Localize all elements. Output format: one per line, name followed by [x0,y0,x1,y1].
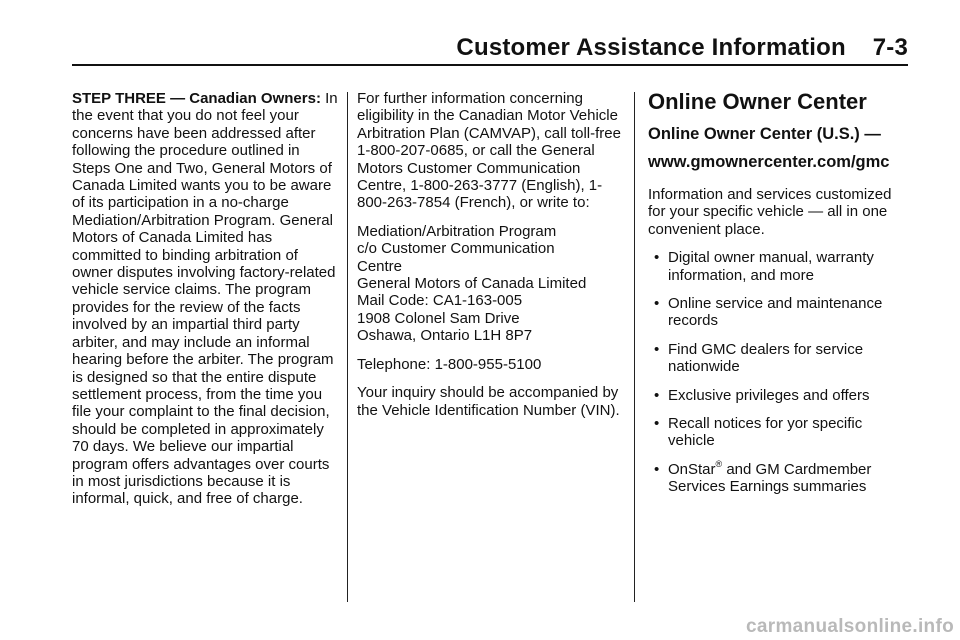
online-owner-center-subheading [648,120,910,176]
address-line: Mail Code: CA1-163-005 [357,292,523,310]
list-item [648,387,910,404]
step-three-lead: STEP THREE — Canadian Owners: [72,90,321,107]
column-left [72,90,342,519]
onstar-text-rest: and GM Cardmember Services Earnings summaries [668,460,872,496]
list-item-text: Online service and maintenance records [668,295,883,330]
list-item [648,415,910,450]
list-item-text: Find GMC dealers for service nationwide [668,340,864,376]
list-item [648,295,910,330]
website-url: www.gmownercenter.com/gmc [648,153,890,171]
bullet-icon: • [654,386,660,404]
address-line: Oshawa, Ontario L1H 8P7 [357,327,533,345]
list-item [648,341,910,376]
list-item [648,458,910,496]
column-divider-2 [634,92,635,602]
bullet-icon: • [654,340,660,358]
address-line: Centre [357,257,403,275]
page-number: 7-3 [872,34,908,61]
camvap-intro: For further information concerning eligibility in the Canadian Motor Vehicle Arbitration Plan (CAMVAP), call toll-free 1-800-207-0685, or call the General Motors Customer Communication Centre, 1-800-263-3777 (English), 1-800-263-7854 (French), or write to: [357,90,621,212]
mailing-address [357,223,625,345]
bullet-icon: • [654,415,660,433]
address-line: Mediation/Arbitration Program [357,222,557,240]
step-three-body: In the event that you do not feel your concerns have been addressed after following the procedure outlined in Steps One and Two, General Motors of Canada Limited wants you to be aware of its participation in a no-charge Mediation/Arbitration Program. General Motors of Canada Limited has committed to binding arbitration of owner disputes involving factory-related vehicle service claims. The program provides for the review of the facts involved by an impartial third party arbiter, and may include an informal hearing before the arbiter. The program is designed so that the entire dispute settlement process, from the time you file your complaint to the final decision, should be completed in approximately 70 days. We believe our impartial program offers advantages over courts in most jurisdictions because it is informal, quick, and free of charge. [72,90,338,508]
list-item-text: Digital owner manual, warranty information, and more [668,249,874,284]
telephone: Telephone: 1-800-955-5100 [357,355,542,373]
watermark: carmanualsonline.info [746,616,954,637]
online-owner-center-heading: Online Owner Center [648,89,867,114]
subheading-title: Online Owner Center (U.S.) — [648,125,881,143]
bullet-icon: • [654,249,660,267]
inquiry-note: Your inquiry should be accompanied by the Vehicle Identification Number (VIN). [357,384,620,419]
list-item-text: Exclusive privileges and offers [668,386,870,404]
feature-list [648,249,910,495]
list-item-text: Recall notices for yor specific vehicle [668,415,863,450]
bullet-icon: • [654,460,660,478]
address-line: 1908 Colonel Sam Drive [357,309,520,327]
address-line: General Motors of Canada Limited [357,275,587,293]
column-right [648,90,910,507]
section-title: Customer Assistance Information [456,34,846,61]
registered-mark: ® [715,458,723,469]
bullet-icon: • [654,295,660,313]
page-header [456,34,908,62]
onstar-text: OnStar [668,460,716,478]
header-rule [72,64,908,66]
column-middle [357,90,625,430]
address-line: c/o Customer Communication [357,240,555,258]
column-divider-1 [347,92,348,602]
online-center-intro: Information and services customized for your specific vehicle — all in one convenient place. [648,186,892,238]
list-item [648,249,910,284]
step-three-paragraph [72,90,342,508]
